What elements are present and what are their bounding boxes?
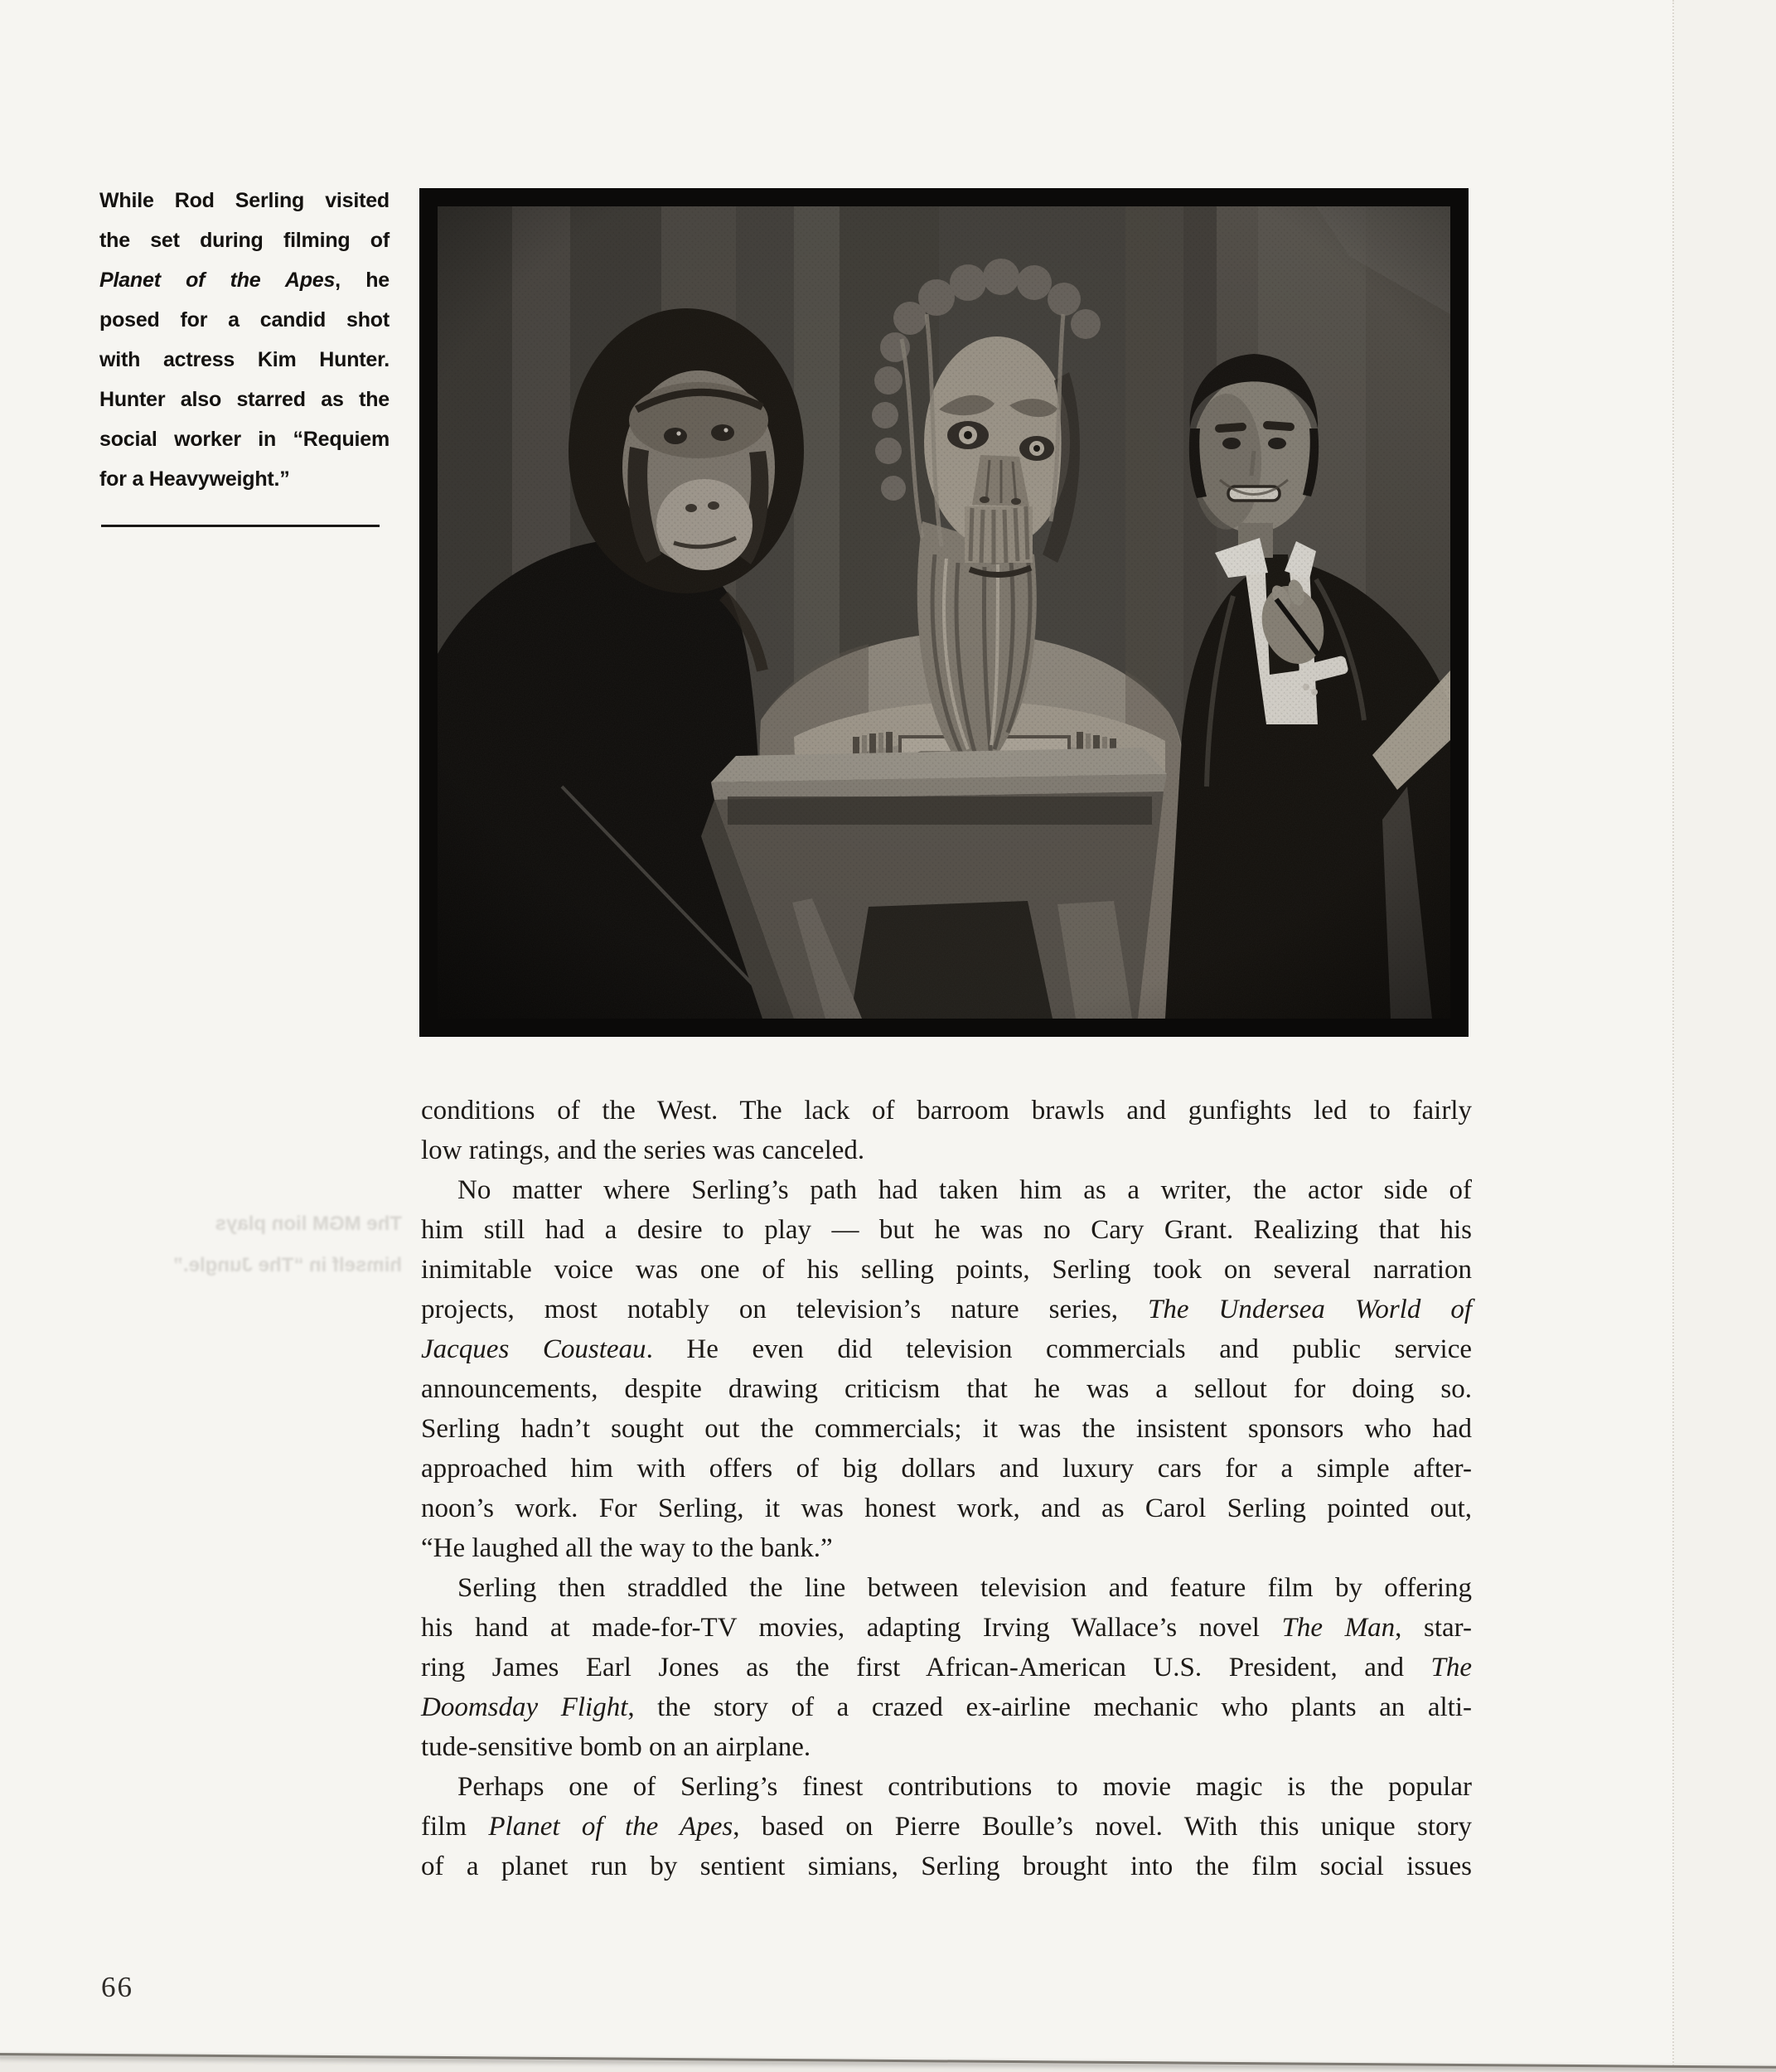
page-right-sliver — [1674, 0, 1776, 2072]
body-text-line: film Planet of the Apes, based on Pierre Boulle’s novel. With this unique story — [421, 1812, 1473, 1842]
caption-line: Hunter also starred as the — [99, 388, 390, 411]
body-text-line: “He laughed all the way to the bank.” — [421, 1533, 833, 1563]
body-text-line: Jacques Cousteau. He even did television commercials and public service — [421, 1334, 1473, 1364]
caption-line: social worker in “Requiem — [99, 428, 390, 451]
bleed-through-text — [153, 1203, 402, 1286]
body-text-line: ring James Earl Jones as the first African-American U.S. President, and The — [421, 1653, 1472, 1682]
caption-line: with actress Kim Hunter. — [99, 348, 390, 371]
body-text — [421, 1091, 1472, 1886]
body-text-line: Perhaps one of Serling’s finest contributions to movie magic is the popular — [457, 1772, 1472, 1802]
ghost-line: The MGM lion plays — [215, 1213, 402, 1235]
body-text-line: of a planet run by sentient simians, Serling brought into the film social issues — [421, 1852, 1472, 1881]
body-text-line: Doomsday Flight, the story of a crazed ex-airline mechanic who plants an alti- — [421, 1692, 1472, 1722]
caption-rule — [101, 525, 380, 527]
body-text-line: his hand at made-for-TV movies, adapting Irving Wallace’s novel The Man, star- — [421, 1613, 1472, 1643]
photo-frame — [419, 188, 1469, 1037]
caption-line: Planet of the Apes, he — [99, 269, 390, 292]
body-text-line: tude-sensitive bomb on an airplane. — [421, 1732, 811, 1762]
ghost-line: himself in “The Jungle.” — [172, 1254, 402, 1276]
page-edge-right — [1672, 0, 1674, 2072]
caption-line: While Rod Serling visited — [99, 189, 390, 212]
body-text-line: Serling then straddled the line between television and feature film by offering — [457, 1573, 1472, 1603]
body-text-line: conditions of the West. The lack of barroom brawls and gunfights led to fairly — [421, 1096, 1472, 1126]
caption-line: posed for a candid shot — [99, 308, 390, 332]
caption-line: for a Heavyweight.” — [99, 467, 290, 491]
body-text-line: No matter where Serling’s path had taken him as a writer, the actor side of — [457, 1175, 1472, 1205]
caption-line: the set during filming of — [99, 229, 390, 252]
page-number: 66 — [101, 1971, 133, 2003]
body-text-line: announcements, despite drawing criticism that he was a sellout for doing so. — [421, 1374, 1472, 1404]
body-text-line: Serling hadn’t sought out the commercials; it was the insistent sponsors who had — [421, 1414, 1472, 1444]
body-text-line: noon’s work. For Serling, it was honest work, and as Carol Serling pointed out, — [421, 1493, 1472, 1523]
body-text-line: him still had a desire to play — but he was no Cary Grant. Realizing that his — [421, 1215, 1472, 1245]
photo-caption — [99, 181, 390, 499]
body-text-line: low ratings, and the series was canceled. — [421, 1135, 865, 1165]
photo — [438, 206, 1450, 1019]
body-text-line: inimitable voice was one of his selling points, Serling took on several narration — [421, 1255, 1472, 1285]
body-text-line: approached him with offers of big dollars and luxury cars for a simple after- — [421, 1454, 1472, 1484]
body-text-line: projects, most notably on television’s nature series, The Undersea World of — [421, 1295, 1472, 1324]
